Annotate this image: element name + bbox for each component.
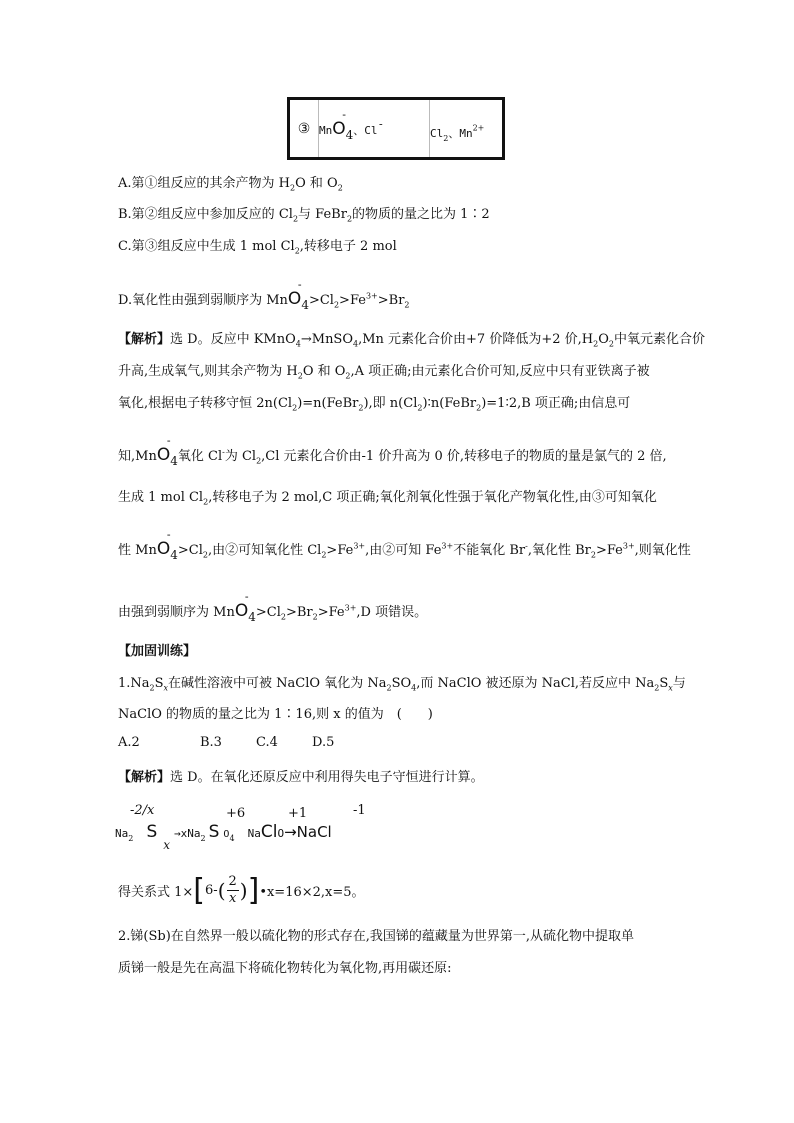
option-c: C.4 (256, 735, 278, 750)
question-1-line-2: NaClO 的物质的量之比为 1∶16,则 x 的值为 ( ) (118, 707, 433, 722)
question-2-line-2: 质锑一般是先在高温下将硫化物转化为氧化物,再用碳还原: (118, 961, 452, 976)
option-c: C.第③组反应中生成 1 mol $Cl_2$,转移电子 2 mol (118, 239, 397, 256)
explanation-2: 【解析】选 D。在氧化还原反应中利用得失电子守恒进行计算。 (118, 770, 484, 785)
explanation-line-1: 【解析】选 D。反应中 KMnO$_4$→MnSO$_4$,Mn 元素化合价由+7 价降低为+2 价$,H_2O_2$中氧元素化合价 (118, 332, 705, 349)
option-b: B.第②组反应中参加反应的 $Cl_2$与 FeBr$_2$的物质的量之比为 1∶2 (118, 207, 490, 224)
option-b: B.3 (200, 735, 222, 750)
question-1-line-1: $1.Na_2S_x$在碱性溶液中可被 NaClO 氧化为 $Na_2SO_4$,而 NaClO 被还原为 NaCl,若反应中 $Na_2S_x$与 (118, 676, 686, 693)
reaction-table (287, 97, 505, 160)
question-1-options (118, 735, 334, 750)
option-d: D.5 (312, 735, 335, 750)
option-d: D.氧化性由强到弱顺序为 MnO4 - $>Cl_2>Fe^{3+}>Br_2$ (118, 278, 410, 312)
explanation-tag: 【解析】 (118, 332, 171, 347)
reinforce-heading: 【加固训练】 (118, 644, 197, 659)
explanation-line-7: 由强到弱顺序为 MnO4 - $>Cl_2>Br_2>Fe^{3+},D$ 项错误。 (118, 590, 428, 624)
permanganate-ion: $O_4$ - (332, 107, 354, 142)
redox-equation: $Na_2$ $S_x\to xNa_2$ S $O_4$ NaClO→NaCl (115, 822, 332, 853)
permanganate-ion: O4 - (287, 278, 309, 312)
ox-state-cl1: +1 (288, 806, 308, 821)
permanganate-ion: O4 - (156, 528, 178, 562)
question-2-line-1: 2.锑(Sb)在自然界一般以硫化物的形式存在,我国锑的蕴藏量为世界第一,从硫化物中提取单 (118, 929, 635, 944)
table-products-cell: $Cl_2$、$Mn^{2+}$ (430, 123, 485, 144)
explanation-line-5: 生成 1 mol $Cl_2$,转移电子为 2 mol,C 项正确;氧化剂氧化性强于氧化产物氧化性,由③可知氧化 (118, 490, 657, 507)
table-row-number: ③ (289, 99, 319, 159)
explanation-tag: 【解析】 (118, 770, 171, 785)
ox-state-cl-1: -1 (353, 803, 366, 818)
explanation-line-4: 知,MnO4 - 氧化 Cl-为 $Cl_2,Cl$ 元素化合价由-1 价升高为 0 价,转移电子的物质的量是氯气的 2 倍, (118, 434, 667, 468)
ox-state-s: -2/x (130, 803, 155, 818)
relation-line: 得关系式 1×[6-( $\frac{2}{x}$ )]•x=16×2,x=5。 (118, 873, 365, 908)
explanation-line-6: 性 MnO4 - $>Cl_2$,由②可知氧化性 $Cl_2>Fe^{3+}$,由②可知 $Fe^{3+}$不能氧化 Br-,氧化性 $Br_2>Fe^{3+}$,则氧化性 (118, 528, 691, 562)
ox-state-s6: +6 (226, 806, 246, 821)
permanganate-ion: O4 - (156, 434, 178, 468)
explanation-line-3: 氧化,根据电子转移守恒 $2n(Cl_2)=n(FeBr_2)$,即 $n(Cl_2)∶n(FeBr_2)=1∶2,B$ 项正确;由信息可 (118, 396, 631, 413)
table-reactants-cell: MnO$_4$ - 、Cl- (319, 99, 430, 159)
option-a: A.2 (118, 735, 140, 750)
permanganate-ion: O4 - (234, 590, 256, 624)
explanation-line-2: 升高,生成氧气,则其余产物为 $H_2O$ 和 $O_2,A$ 项正确;由元素化合价可知,反应中只有亚铁离子被 (118, 364, 650, 381)
option-a: A.第①组反应的其余产物为 $H_2O$ 和 $O_2$ (118, 176, 343, 193)
